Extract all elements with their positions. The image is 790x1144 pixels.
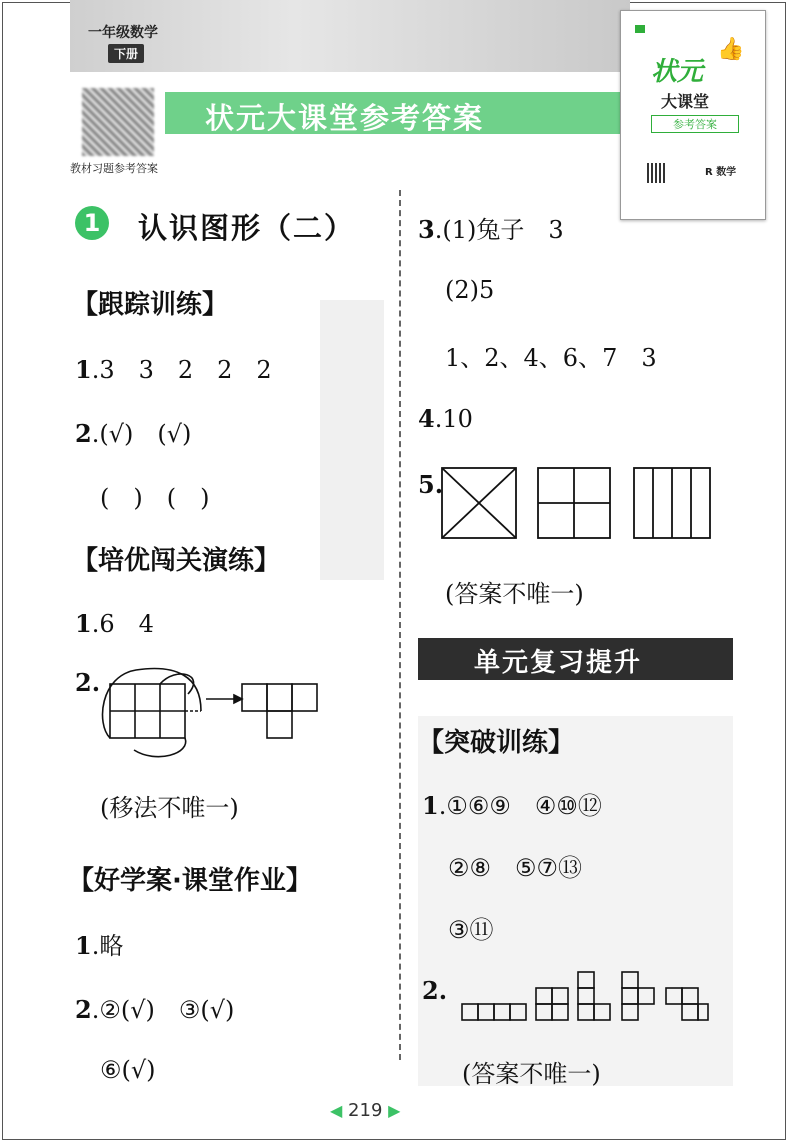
section-title: 认识图形（二） <box>138 211 356 245</box>
answer-a2-text: .(√) (√) <box>91 420 192 448</box>
book-qr-icon <box>647 163 667 183</box>
answer-b2-dot: . <box>91 668 101 697</box>
book-subject <box>705 163 736 178</box>
answer-c2-line1 <box>75 990 234 1025</box>
answer-a4-number: 4 <box>418 404 435 433</box>
book-title: 大课堂 <box>661 92 710 111</box>
page-number-text: 219 <box>348 1100 383 1121</box>
answer-a3-text: .(1)兔子 3 <box>434 216 564 244</box>
publisher-logo-icon <box>635 25 645 33</box>
answer-d1-text: .①⑥⑨ ④⑩⑫ <box>438 792 602 820</box>
book-subject-label: 数学 <box>716 167 737 178</box>
answer-d2-number: 2 <box>422 976 439 1005</box>
answer-a3-line3: 1、2、4、6、7 3 <box>445 344 657 372</box>
grade-label: 一年级数学 <box>88 25 158 41</box>
square-division-diagram <box>440 466 714 540</box>
unit-review-title: 单元复习提升 <box>474 648 643 678</box>
banner-title: 状元大课堂参考答案 <box>205 101 485 135</box>
page-number <box>330 1100 400 1121</box>
answer-d1-line1 <box>422 786 602 821</box>
answer-b2-note: (移法不唯一) <box>100 794 239 822</box>
answer-b1 <box>75 604 154 639</box>
heading-tracking-training: 【跟踪训练】 <box>72 290 229 320</box>
answer-d2 <box>422 976 447 1005</box>
answer-b2-number: 2 <box>75 668 92 697</box>
book-logo: 状元 <box>651 57 704 87</box>
answer-a5-number: 5 <box>418 470 435 499</box>
section-number-badge: 1 <box>75 206 109 240</box>
answer-a4 <box>418 404 473 433</box>
answer-d2-dot: . <box>438 976 448 1005</box>
answer-c1-text: .略 <box>91 932 124 960</box>
answer-a2-line1 <box>75 414 191 449</box>
answer-a3-line1 <box>418 210 564 245</box>
next-triangle-icon: ▶ <box>388 1101 401 1120</box>
answer-c1 <box>75 926 123 961</box>
heading-breakthrough-training: 【突破训练】 <box>418 728 575 758</box>
ghost-watermark-right <box>418 716 733 1086</box>
book-cover <box>620 10 766 220</box>
answer-a3-number: 3 <box>418 215 435 244</box>
answer-d1-line3: ③⑪ <box>448 916 494 944</box>
answer-a5-note: (答案不唯一) <box>445 580 584 608</box>
heading-classwork: 【好学案·课堂作业】 <box>68 866 312 896</box>
column-divider <box>399 190 401 1060</box>
answer-a1 <box>75 350 272 385</box>
stick-move-diagram <box>96 664 336 764</box>
answer-c2-text: .②(√) ③(√) <box>91 996 235 1024</box>
answer-a2-number: 2 <box>75 419 92 448</box>
answer-c2-line2: ⑥(√) <box>100 1056 156 1084</box>
book-subtitle: 参考答案 <box>651 115 739 133</box>
title-banner <box>165 92 620 134</box>
answer-b1-number: 1 <box>75 609 92 638</box>
answer-d1-line2: ②⑧ ⑤⑦⑬ <box>448 854 583 882</box>
ghost-watermark-left <box>320 300 384 580</box>
qr-code[interactable] <box>82 88 154 156</box>
answer-a1-text: .3 3 2 2 2 <box>91 356 272 384</box>
volume-badge: 下册 <box>108 44 144 63</box>
answer-a3-line2: (2)5 <box>445 276 495 304</box>
thumbs-up-icon: 👍 <box>717 37 745 62</box>
unit-review-banner <box>418 638 733 680</box>
answer-c2-number: 2 <box>75 995 92 1024</box>
heading-advanced-training: 【培优闯关演练】 <box>72 546 281 576</box>
answer-c1-number: 1 <box>75 931 92 960</box>
answer-a2-line2: ( ) ( ) <box>100 484 210 512</box>
answer-b1-text: .6 4 <box>91 610 154 638</box>
answer-d1-number: 1 <box>422 791 439 820</box>
book-series: R <box>705 167 713 178</box>
answer-d2-note: (答案不唯一) <box>462 1060 601 1088</box>
answer-a5-dot: . <box>434 470 444 499</box>
answer-a4-text: .10 <box>434 405 473 433</box>
prev-triangle-icon: ◀ <box>330 1101 343 1120</box>
answer-a1-number: 1 <box>75 355 92 384</box>
cube-net-diagram <box>460 970 710 1022</box>
qr-caption: 教材习题参考答案 <box>70 162 158 175</box>
